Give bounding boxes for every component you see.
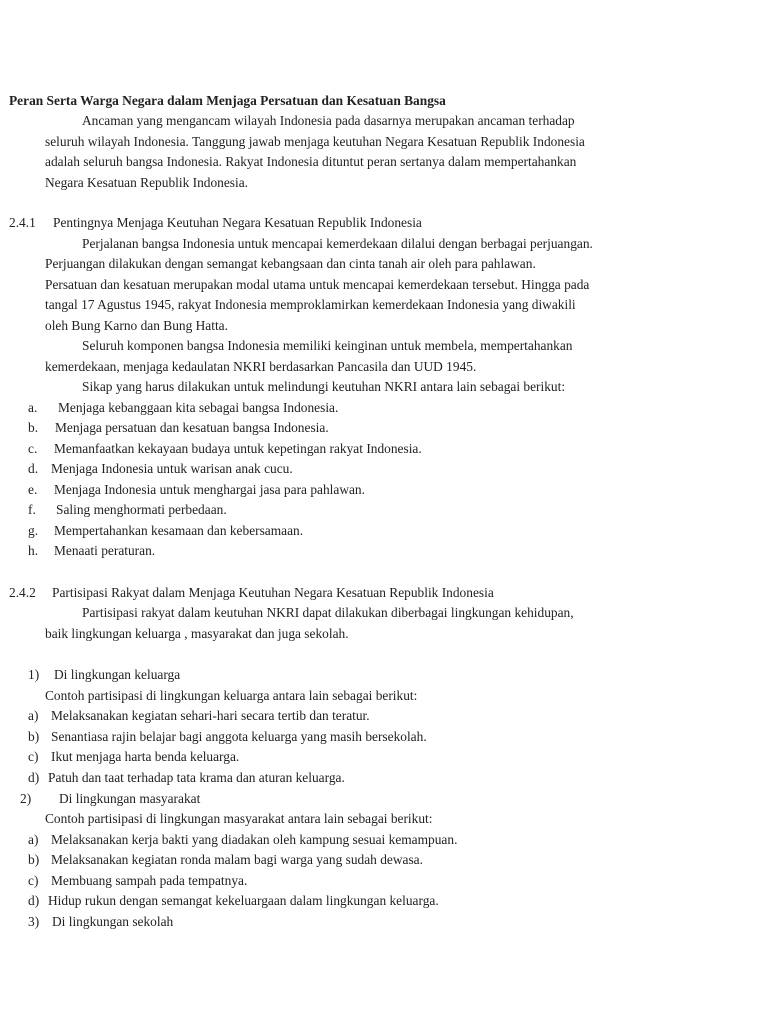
subsection-heading: Di lingkungan keluarga [54, 667, 181, 682]
list-marker: c) [28, 749, 39, 764]
intro-line: Negara Kesatuan Republik Indonesia. [45, 175, 249, 190]
list-marker: g. [28, 523, 39, 538]
list-marker: a) [28, 832, 39, 847]
list-marker: c. [28, 441, 38, 456]
list-marker: d. [28, 461, 39, 476]
list-item: Memanfaatkan kekayaan budaya untuk kepetingan rakyat Indonesia. [54, 441, 422, 456]
list-item: Melaksanakan kerja bakti yang diadakan oleh kampung sesuai kemampuan. [51, 832, 458, 847]
list-item: Melaksanakan kegiatan ronda malam bagi warga yang sudah dewasa. [51, 852, 423, 867]
list-item: Mempertahankan kesamaan dan kebersamaan. [54, 523, 304, 538]
list-item: Membuang sampah pada tempatnya. [51, 873, 248, 888]
list-marker: d) [28, 893, 40, 908]
subsection-heading: Di lingkungan sekolah [52, 914, 174, 929]
paragraph-line: Partisipasi rakyat dalam keutuhan NKRI dapat dilakukan diberbagai lingkungan kehidupan, [82, 605, 574, 620]
document-title: Peran Serta Warga Negara dalam Menjaga Persatuan dan Kesatuan Bangsa [9, 93, 446, 108]
subsection-marker: 2) [20, 791, 32, 806]
section-heading: Partisipasi Rakyat dalam Menjaga Keutuhan Negara Kesatuan Republik Indonesia [52, 585, 494, 600]
list-marker: b. [28, 420, 39, 435]
list-marker: a. [28, 400, 38, 415]
paragraph-line: kemerdekaan, menjaga kedaulatan NKRI berdasarkan Pancasila dan UUD 1945. [45, 359, 477, 374]
list-item: Hidup rukun dengan semangat kekeluargaan dalam lingkungan keluarga. [48, 893, 439, 908]
list-item: Patuh dan taat terhadap tata krama dan aturan keluarga. [48, 770, 345, 785]
paragraph-line: Perjuangan dilakukan dengan semangat kebangsaan dan cinta tanah air oleh para pahlawan. [45, 256, 536, 271]
list-item: Menjaga Indonesia untuk menghargai jasa para pahlawan. [54, 482, 365, 497]
paragraph-line: Persatuan dan kesatuan merupakan modal utama untuk mencapai kemerdekaan tersebut. Hingga pada [45, 277, 590, 292]
paragraph-line: tangal 17 Agustus 1945, rakyat Indonesia memproklamirkan kemerdekaan Indonesia yang diwakili [45, 297, 576, 312]
list-marker: a) [28, 708, 39, 723]
list-marker: h. [28, 543, 39, 558]
section-number: 2.4.2 [9, 585, 36, 600]
paragraph-line: Seluruh komponen bangsa Indonesia memiliki keinginan untuk membela, mempertahankan [82, 338, 573, 353]
list-item: Menaati peraturan. [54, 543, 156, 558]
list-marker: e. [28, 482, 38, 497]
subsection-marker: 3) [28, 914, 40, 929]
list-item: Ikut menjaga harta benda keluarga. [51, 749, 240, 764]
subsection-intro: Contoh partisipasi di lingkungan keluarga antara lain sebagai berikut: [45, 688, 418, 703]
intro-line: adalah seluruh bangsa Indonesia. Rakyat Indonesia dituntut peran sertanya dalam mempertahankan [45, 154, 577, 169]
intro-line: Ancaman yang mengancam wilayah Indonesia pada dasarnya merupakan ancaman terhadap [82, 113, 575, 128]
list-item: Melaksanakan kegiatan sehari-hari secara tertib dan teratur. [51, 708, 370, 723]
list-item: Saling menghormati perbedaan. [56, 502, 227, 517]
paragraph-line: Perjalanan bangsa Indonesia untuk mencapai kemerdekaan dilalui dengan berbagai perjuangan. [82, 236, 593, 251]
paragraph-line: Sikap yang harus dilakukan untuk melindungi keutuhan NKRI antara lain sebagai berikut: [82, 379, 566, 394]
list-marker: c) [28, 873, 39, 888]
list-marker: b) [28, 852, 40, 867]
subsection-intro: Contoh partisipasi di lingkungan masyarakat antara lain sebagai berikut: [45, 811, 433, 826]
intro-line: seluruh wilayah Indonesia. Tanggung jawab menjaga keutuhan Negara Kesatuan Republik Indonesia [45, 134, 585, 149]
subsection-marker: 1) [28, 667, 40, 682]
section-heading: Pentingnya Menjaga Keutuhan Negara Kesatuan Republik Indonesia [53, 215, 422, 230]
list-item: Menjaga Indonesia untuk warisan anak cucu. [51, 461, 293, 476]
list-marker: b) [28, 729, 40, 744]
list-item: Senantiasa rajin belajar bagi anggota keluarga yang masih bersekolah. [51, 729, 427, 744]
list-marker: f. [28, 502, 36, 517]
section-number: 2.4.1 [9, 215, 36, 230]
paragraph-line: baik lingkungan keluarga , masyarakat dan juga sekolah. [45, 626, 349, 641]
list-item: Menjaga persatuan dan kesatuan bangsa Indonesia. [55, 420, 329, 435]
subsection-heading: Di lingkungan masyarakat [59, 791, 201, 806]
list-marker: d) [28, 770, 40, 785]
paragraph-line: oleh Bung Karno dan Bung Hatta. [45, 318, 228, 333]
list-item: Menjaga kebanggaan kita sebagai bangsa Indonesia. [58, 400, 339, 415]
